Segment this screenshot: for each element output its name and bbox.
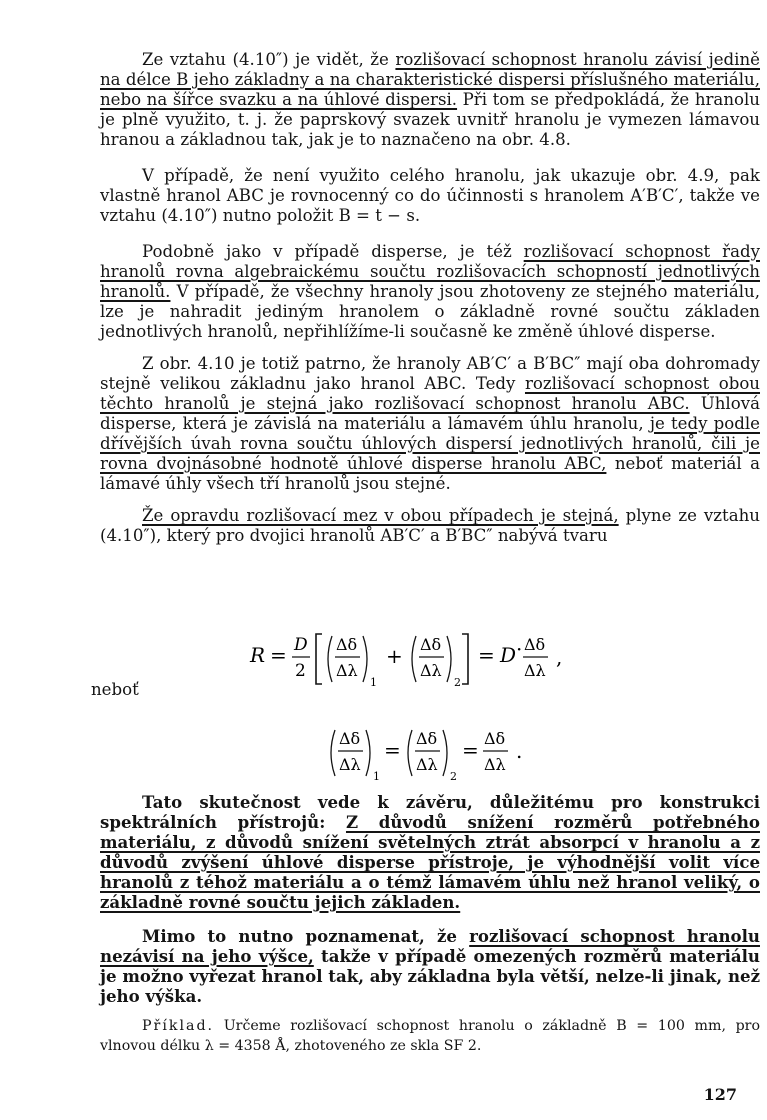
eq1-bracket-right [462, 634, 468, 684]
eq1-plus: + [386, 644, 403, 668]
paragraph-1-underlined: rozlišovací schopnost hranolu závisí jedině na délce B jeho základny a na charakteristické dispersi příslušného materiálu, nebo na šířce svazku a na úhlové dispersi. [100, 50, 760, 109]
eq1-paren-1-left [328, 636, 332, 682]
text-block-top [100, 50, 760, 546]
eq1-frac1-num: Δδ [336, 635, 358, 654]
eq1-frac1-den: Δλ [336, 661, 358, 680]
example-label: Příklad. [142, 1018, 215, 1034]
paragraph-4-underlined-a: rozlišovací schopnost obou těchto hranolů je stejná jako rozlišovací schopnost hranolu ABC. [100, 374, 760, 413]
example-text: Určeme rozlišovací schopnost hranolu o základně B = 100 mm, pro vlnovou délku λ = 4358 Å, zhotoveného ze skla SF 2. [100, 1018, 760, 1054]
eq1-lhs: R [250, 643, 266, 667]
paragraph-7-intro: Mimo to nutno poznamenat, že [142, 926, 470, 946]
eq2-sub-1: 1 [373, 770, 380, 783]
example-paragraph [100, 1016, 760, 1056]
text-block-bottom [100, 792, 760, 1006]
paragraph-5-underlined: Že opravdu rozlišovací mez v obou případech je stejná, [142, 506, 619, 525]
eq1-paren-2-left [412, 636, 416, 682]
paragraph-4-underlined-b: je tedy podle dřívějších úvah rovna součtu úhlových dispersí jednotlivých hranolů, čili je rovna dvojnásobné hodnotě úhlové disperse hranolu ABC, [100, 414, 760, 473]
paragraph-5-rest: plyne ze vztahu (4.10″), který pro dvojici hranolů AB′C′ a B′BC″ nabývá tvaru [100, 506, 760, 545]
eq1-sub-2: 2 [454, 676, 461, 689]
eq2-frac3-den: Δλ [484, 755, 506, 774]
eq2-frac2-den: Δλ [416, 755, 438, 774]
eq1-equals-2: = [478, 643, 495, 667]
eq1-coef-den: 2 [295, 661, 306, 681]
paragraph-7-rest: takže v případě omezených rozměrů materiálu je možno vyřezat hranol tak, aby základna byla větší, nelze-li jinak, než jeho výška. [100, 946, 760, 1006]
eq1-coef-num: D [294, 635, 308, 655]
paragraph-1-rest: Při tom se předpokládá, že hranolu je plně využito, t. j. že paprskový svazek uvnitř hranolu je vymezen lámavou hranou a základnou tak, jak je to naznačeno na obr. 4.8. [100, 90, 760, 149]
eq2-paren-2-right [443, 730, 447, 776]
paragraph-5 [100, 506, 760, 546]
eq1-frac2-den: Δλ [420, 661, 442, 680]
eq2-frac2-num: Δδ [416, 729, 438, 748]
paragraph-3-underlined: rozlišovací schopnost řady hranolů rovna algebraickému součtu rozlišovacích schopností jednotlivých hranolů. [100, 242, 760, 301]
paragraph-4-middle: Úhlová disperse, která je závislá na materiálu a lámavém úhlu hranolu, [100, 394, 760, 433]
eq1-paren-2-right [447, 636, 451, 682]
eq1-sub-1: 1 [370, 676, 377, 689]
eq1-frac3-num: Δδ [524, 635, 546, 654]
eq2-paren-1-left [331, 730, 335, 776]
eq1-comma: , [556, 645, 563, 669]
eq2-frac3-num: Δδ [484, 729, 506, 748]
paragraph-3-intro: Podobně jako v případě disperse, je též [142, 242, 524, 261]
equation-1 [250, 630, 590, 691]
paragraph-6 [100, 792, 760, 912]
paragraph-6-intro: Tato skutečnost vede k závěru, důležitému pro konstrukci spektrálních přístrojů: [100, 792, 760, 832]
eq1-rhs-d: D [500, 643, 517, 667]
paragraph-4-intro: Z obr. 4.10 je totiž patrno, že hranoly AB′C′ a B′BC″ mají oba dohromady stejně velikou základnu jako hranol ABC. Tedy [100, 354, 760, 393]
eq2-equals-2: = [462, 738, 479, 762]
paragraph-7-underlined: rozlišovací schopnost hranolu nezávisí na jeho výšce, [100, 926, 760, 966]
conjunction-label: neboť [91, 680, 139, 699]
page-number: 127 [703, 1085, 737, 1104]
eq1-frac3-den: Δλ [524, 661, 546, 680]
paragraph-6-underlined: Z důvodů snížení rozměrů potřebného materiálu, z důvodů snížení světelných ztrát absorpcí v hranolu a z důvodů zvýšení úhlové disperse přístroje, je výhodnější volit více hranolů z téhož materiálu a o témž lámavém úhlu než hranol veliký, o základně rovné součtu jejich základen. [100, 812, 760, 912]
paragraph-4-rest: neboť materiál a lámavé úhly všech tří hranolů jsou stejné. [100, 454, 760, 493]
eq2-frac1-num: Δδ [339, 729, 361, 748]
paragraph-7 [100, 926, 760, 1006]
paragraph-3-rest: V případě, že všechny hranoly jsou zhotoveny ze stejného materiálu, lze je nahradit jediným hranolem o základně rovné součtu základen jednotlivých hranolů, nepřihlížíme-li současně ke změně úhlové disperse. [100, 282, 760, 341]
paragraph-2: V případě, že není využito celého hranolu, jak ukazuje obr. 4.9, pak vlastně hranol ABC je rovnocenný co do účinnosti s hranolem A′B′C′, takže ve vztahu (4.10″) nutno položit B = t − s. [100, 166, 760, 225]
eq2-period: . [516, 739, 523, 763]
paragraph-4 [100, 354, 760, 494]
paragraph-1 [100, 50, 760, 150]
paragraph-1-intro: Ze vztahu (4.10″) je vidět, že [142, 50, 396, 69]
eq1-paren-1-right [363, 636, 367, 682]
eq1-frac2-num: Δδ [420, 635, 442, 654]
eq1-equals: = [270, 643, 287, 667]
paragraph-3 [100, 242, 760, 342]
eq2-paren-1-right [366, 730, 370, 776]
eq1-bracket-left [316, 634, 322, 684]
equation-2 [326, 724, 526, 785]
eq2-paren-2-left [408, 730, 412, 776]
eq1-dot: · [516, 637, 523, 661]
eq2-equals-1: = [384, 738, 401, 762]
eq2-frac1-den: Δλ [339, 755, 361, 774]
eq2-sub-2: 2 [450, 770, 457, 783]
